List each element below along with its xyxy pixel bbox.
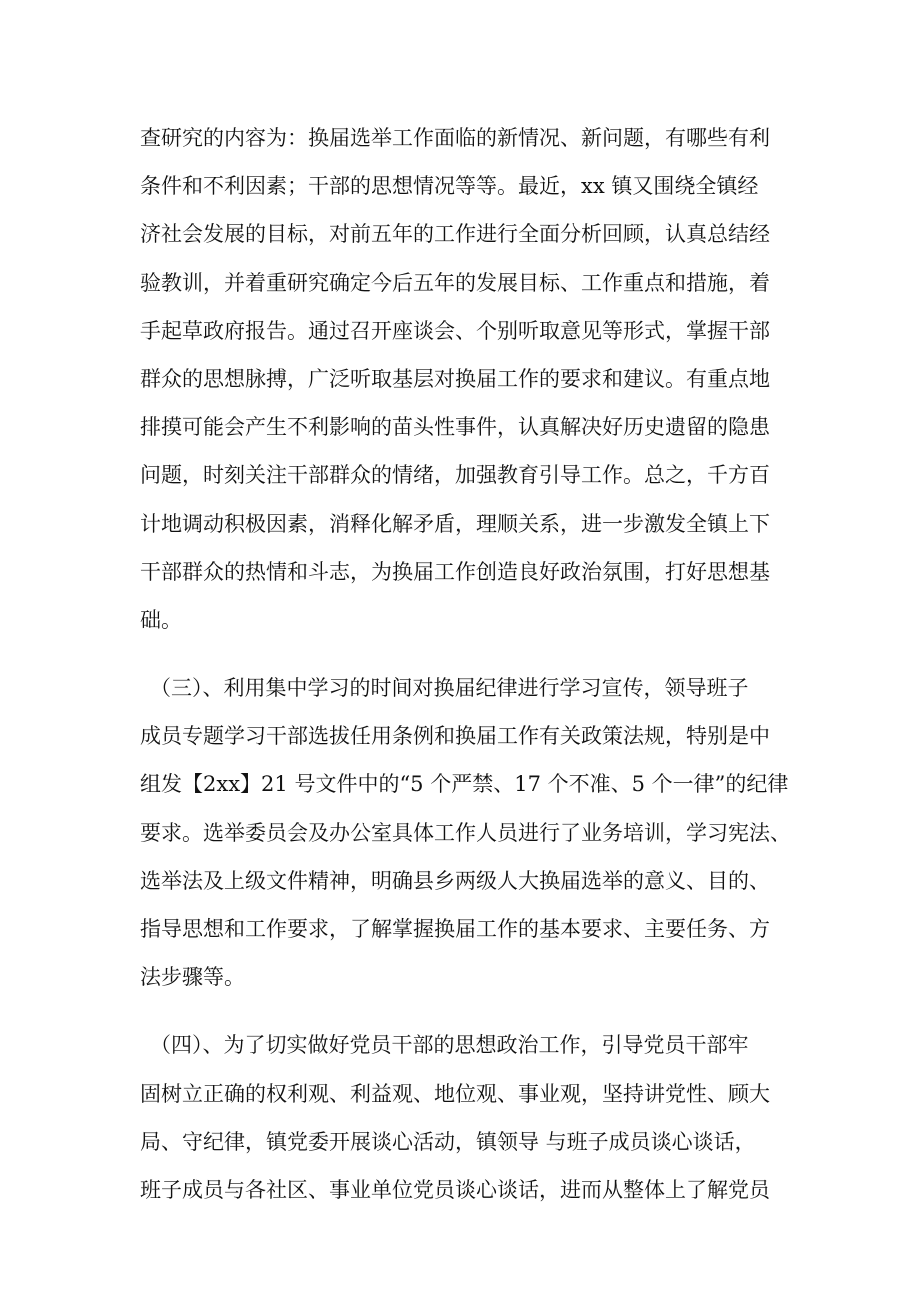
text-line: 济社会发展的目标，对前五年的工作进行全面分析回顾，认真总结经 — [140, 222, 770, 247]
text-line: 局、守纪律，镇党委开展谈心活动，镇领导 与班子成员谈心谈话， — [140, 1129, 756, 1154]
text-line: 计地调动积极因素，消释化解矛盾，理顺关系，进一步激发全镇上下 — [140, 511, 770, 536]
text-line: 班子成员与各社区、事业单位党员谈心谈话，进而从整体上了解党员 — [140, 1177, 770, 1202]
text-line: 法步骤等。 — [140, 965, 245, 990]
text-line: 固树立正确的权利观、利益观、地位观、事业观，坚持讲党性、顾大 — [140, 1081, 770, 1106]
text-line: 问题，时刻关注干部群众的情绪，加强教育引导工作。总之，千方百 — [140, 463, 770, 488]
text-line: 干部群众的热情和斗志，为换届工作创造良好政治氛围，打好思想基 — [140, 559, 770, 584]
paragraph-3 — [140, 1021, 785, 1214]
text-line: （三）、利用集中学习的时间对换届纪律进行学习宣传，领导班子 — [150, 676, 749, 701]
text-line: 验教训，并着重研究确定今后五年的发展目标、工作重点和措施，着 — [140, 270, 770, 295]
text-line: 排摸可能会产生不利影响的苗头性事件，认真解决好历史遗留的隐患 — [140, 415, 770, 440]
text-line: 成员专题学习干部选拔任用条例和换届工作有关政策法规，特别是中 — [140, 724, 770, 749]
paragraph-2 — [140, 664, 791, 1001]
text-line: 手起草政府报告。通过召开座谈会、个别听取意见等形式，掌握干部 — [140, 318, 770, 343]
document-body — [140, 114, 791, 1214]
text-line: 础。 — [140, 607, 182, 632]
text-line: 组发【2xx】21 号文件中的“5 个严禁、17 个不准、5 个一律”的纪律 — [140, 772, 789, 797]
text-line: 条件和不利因素；干部的思想情况等等。最近，xx 镇又围绕全镇经 — [140, 174, 759, 199]
text-line: 查研究的内容为：换届选举工作面临的新情况、新问题，有哪些有利 — [140, 126, 770, 150]
text-line: 要求。选举委员会及办公室具体工作人员进行了业务培训，学习宪法、 — [140, 820, 791, 845]
text-line: 选举法及上级文件精神，明确县乡两级人大换届选举的意义、目的、 — [140, 868, 770, 893]
text-line: 群众的思想脉搏，广泛听取基层对换届工作的要求和建议。有重点地 — [140, 366, 770, 391]
text-line: （四）、为了切实做好党员干部的思想政治工作，引导党员干部牢 — [150, 1033, 749, 1058]
text-line: 指导思想和工作要求，了解掌握换届工作的基本要求、主要任务、方 — [140, 917, 770, 941]
paragraph-1 — [140, 114, 785, 644]
paragraph-gap — [140, 1001, 785, 1021]
paragraph-gap — [140, 644, 785, 664]
